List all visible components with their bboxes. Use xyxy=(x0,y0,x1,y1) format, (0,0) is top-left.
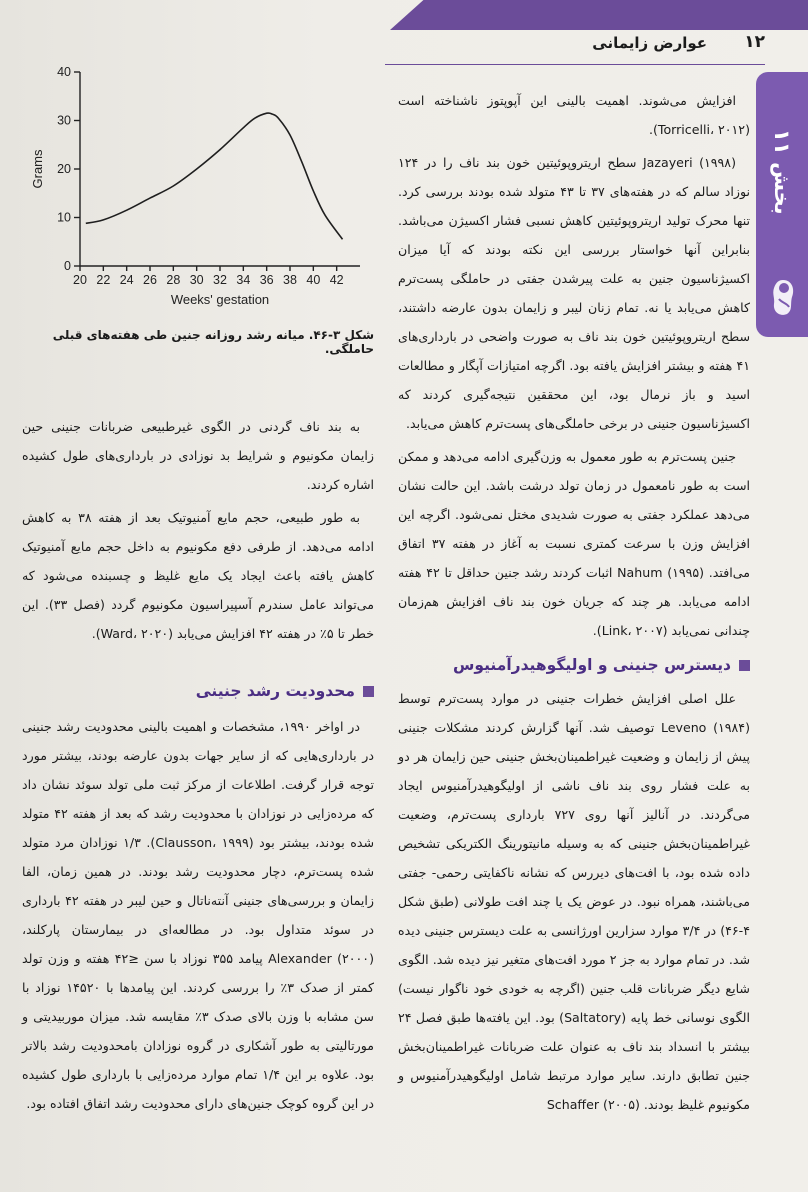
right-column-text xyxy=(398,86,750,649)
heading-text: دیسترس جنینی و اولیگوهیدرآمنیوس xyxy=(452,656,731,674)
chapter-title: عوارض زایمانی xyxy=(592,34,707,52)
page-number: ۱۲ xyxy=(744,32,765,52)
y-tick-label: 40 xyxy=(57,65,71,79)
top-color-band xyxy=(390,0,808,30)
x-tick-label: 42 xyxy=(329,273,344,287)
left-column-text-2 xyxy=(22,712,374,1122)
paragraph: به بند ناف گردنی در الگوی غیرطبیعی ضربانات جنینی حین زایمان مکونیوم و شرایط بد نوزادی در بارداری‌های طول کشیده اشاره کردند. xyxy=(22,419,374,492)
section-heading-fetal-distress xyxy=(398,656,750,674)
paragraph: افزایش می‌شوند. اهمیت بالینی این آپوپتوز ناشناخته است (Torricelli، ۲۰۱۲). xyxy=(398,93,750,137)
x-tick-label: 28 xyxy=(166,273,181,287)
x-tick-label: 20 xyxy=(73,273,87,287)
heading-bullet xyxy=(739,660,750,671)
y-tick-label: 20 xyxy=(57,162,71,176)
growth-curve xyxy=(86,113,343,239)
page-header xyxy=(385,28,765,65)
side-tab-label: بخش ۱۱ xyxy=(770,129,794,215)
paragraph: در اواخر ۱۹۹۰، مشخصات و اهمیت بالینی محدودیت رشد جنینی در بارداری‌هایی که از سایر جهات بدون عارضه بودند، بیشتر مورد توجه قرار گرفت. اطلاعات از مرکز ثبت ملی تولد سوئد نشان داد که مرده‌زایی در نوزادان با محدودیت رشد که بعد از هفته ۴۲ متولد شده بودند، بیشتر بود (Clausson، ۱۹۹۹). ۱/۳ نوزادان مرد متولد شده پست‌ترم، دچار محدودیت رشد بودند. در همین زمان، الفا زایمان و بررسی‌های جنینی آنته‌ناتال و حین لیبر در هفته ۴۲ بارداری در سوئد متداول بود. در مطالعه‌ای در بیمارستان پارکلند، Alexander (۲۰۰۰) پیامد ۳۵۵ نوزاد با سن ≤۴۲ هفته و وزن تولد کمتر از صدک ۳٪ را بررسی کردند. این پیامدها با ۱۴۵۲۰ نوزاد با سن مشابه با وزن بالای صدک ۳٪ مقایسه شد. میزان موربیدیتی و مورتالیتی به طور آشکاری در گروه نوزادان بامحدودیت رشد بالاتر بود. علاوه بر این ۱/۴ تمام موارد مرده‌زایی با بارداری طول کشیده در این گروه کوچک جنین‌های دارای محدودیت رشد اتفاق افتاده بود. xyxy=(22,719,375,1111)
y-tick-label: 0 xyxy=(64,259,71,273)
paragraph: به طور طبیعی، حجم مایع آمنیوتیک بعد از هفته ۳۸ به کاهش ادامه می‌دهد. از طرفی دفع مکونیوم به داخل حجم مایع آمنیوتیک کاهش یافته باعث ایجاد یک مایع غلیظ و چسبنده می‌شود که می‌تواند عامل سندرم آسپیراسیون مکونیوم گردد (فصل ۳۳). این خطر تا ۵٪ در هفته ۴۲ افزایش می‌یابد (Ward، ۲۰۲۰). xyxy=(22,510,374,641)
fetal-growth-chart xyxy=(20,58,380,320)
heading-text: محدودیت رشد جنینی xyxy=(195,682,355,700)
x-tick-label: 36 xyxy=(259,273,274,287)
x-axis-label: Weeks' gestation xyxy=(170,292,270,307)
fetus-icon xyxy=(768,277,798,317)
x-tick-label: 24 xyxy=(119,273,134,287)
x-tick-label: 32 xyxy=(213,273,227,287)
section-side-tab xyxy=(756,72,808,337)
chart-svg xyxy=(20,58,380,320)
heading-bullet xyxy=(363,686,374,697)
y-tick-label: 10 xyxy=(57,210,71,225)
paragraph: Jazayeri (۱۹۹۸) سطح اریتروپوئیتین خون بند ناف را در ۱۲۴ نوزاد سالم که در هفته‌های ۳۷ تا ۴۳ متولد شده بودند بررسی کرد. تنها محرک تولید اریتروپوئیتین کاهش نسبی فشار اکسیژن می‌باشد. بنابراین آنها خواستار بررسی این نکته بودند که آیا میزان اکسیژناسیون جنین به علت پیرشدن جفتی در حاملگی پست‌ترم کاهش می‌یابد یا نه. تمام زنان لیبر و زایمان بدون عارضه داشتند، سطح اریتروپوئیتین خون بند ناف به صورت واضحی در بارداری‌های ۴۱ هفته و بیشتر افزایش یافته بود. اگرچه امتیازات آپگار و مطالعات اسید و باز نرمال بود، این محققین نتیجه‌گیری کردند که اکسیژناسیون جنینی در برخی حاملگی‌های پست‌ترم کاهش می‌یابد. xyxy=(398,155,750,431)
paragraph: علل اصلی افزایش خطرات جنینی در موارد پست‌ترم توسط Leveno (۱۹۸۴) توصیف شد. آنها گزارش کردند مشکلات جنینی پیش از زایمان و وضعیت غیراطمینان‌بخش جنینی حین زایمان هر دو به علت فشار روی بند ناف ناشی از اولیگوهیدرآمنیوس ایجاد می‌گردند. در آنالیز آنها روی ۷۲۷ بارداری پست‌ترم، وضعیت غیراطمینان‌بخش جنینی که به وسیله مانیتورینگ الکتریکی تشخیص داده شده بود، با افت‌های دیررس که نشانه ناکفایتی رحمی- جفتی می‌باشند، همراه نبود. در عوض یک یا چند افت طولانی (طبق شکل ۴-۴۶) در ۳/۴ موارد سزارین اورژانسی به علت دیسترس جنینی دیده شد. در تمام موارد به جز ۲ مورد افت‌های متغیر نیز دیده شد. الگوی شایع دیگر ضربانات قلب جنین (اگرچه به خودی خود ناگوار نیست) الگوی نوسانی خط پایه (Saltatory) بود. این یافته‌ها طبق فصل ۲۴ بیشتر با انسداد بند ناف به عنوان علت ضربانات غیراطمینان‌بخش جنین تطابق دارند. سایر موارد مرتبط شامل اولیگوهیدرآمنیوس و مکونیوم غلیظ بودند. Schaffer (۲۰۰۵) xyxy=(398,691,751,1112)
x-tick-label: 40 xyxy=(306,273,321,287)
right-column-text-2 xyxy=(398,684,750,1123)
x-tick-label: 26 xyxy=(143,273,157,287)
left-column-text xyxy=(22,412,374,652)
paragraph: جنین پست‌ترم به طور معمول به وزن‌گیری ادامه می‌دهد و ممکن است به طور نامعمول در زمان تولد درشت باشد. این حالت نشان می‌دهد عملکرد جفتی به صورت شدیدی مختل نمی‌شود. اگرچه این افزایش وزن با سرعت کمتری نسبت به آغاز در هفته ۳۷ اتفاق می‌افتد. Nahum (۱۹۹۵) اثبات کردند رشد جنین حداقل تا ۴۲ هفته ادامه می‌یابد. هر چند که جریان خون بند ناف افزایش هم‌زمان چندانی نمی‌یابد (Link، ۲۰۰۷). xyxy=(398,449,750,638)
x-tick-label: 22 xyxy=(96,273,111,287)
figure-caption: شکل ۳-۴۶. میانه رشد روزانه جنین طی هفته‌های قبلی حاملگی. xyxy=(52,328,374,356)
y-axis-label: Grams xyxy=(30,149,45,189)
section-heading-growth-restriction xyxy=(22,682,374,700)
x-tick-label: 38 xyxy=(283,273,297,287)
x-tick-label: 34 xyxy=(236,273,251,287)
y-tick-label: 30 xyxy=(57,113,71,128)
x-tick-label: 30 xyxy=(189,273,204,287)
